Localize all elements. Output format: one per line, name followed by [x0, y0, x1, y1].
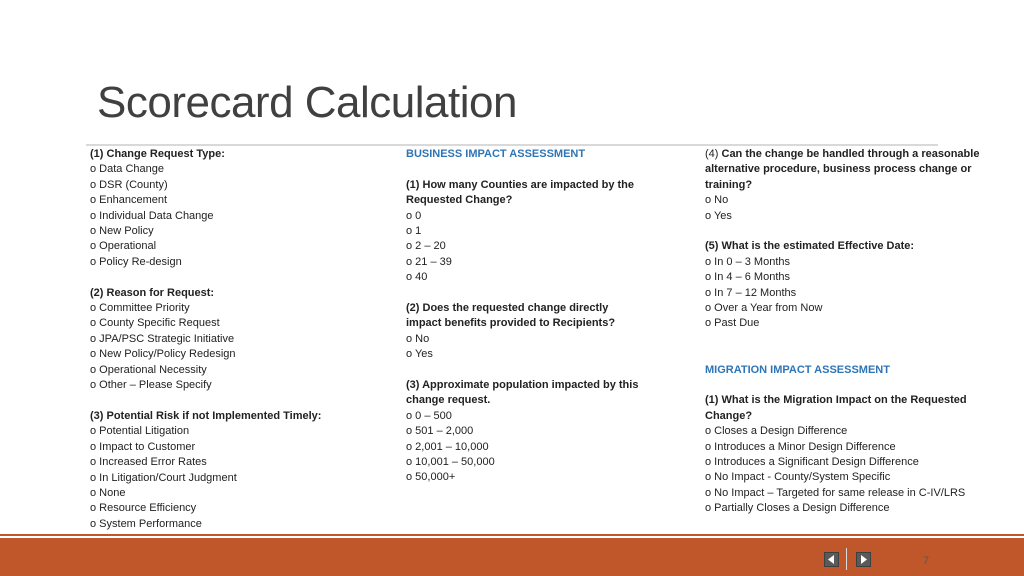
list-item: o Resource Efficiency — [90, 502, 197, 515]
list-item: o Enhancement — [90, 194, 168, 207]
list-item: o 2 – 20 — [406, 240, 446, 253]
counties-impacted-heading: (1) How many Counties are impacted by the Requested Change? — [406, 178, 634, 207]
migration-impact-heading: (1) What is the Migration Impact on the Requested Change? — [705, 394, 967, 422]
previous-slide-button[interactable] — [824, 552, 839, 567]
list-item: o Individual Data Change — [90, 209, 214, 222]
business-impact-title: BUSINESS IMPACT ASSESSMENT — [406, 148, 586, 160]
list-item: o 21 – 39 — [406, 255, 452, 268]
spacer — [705, 332, 990, 363]
triangle-left-icon — [825, 553, 838, 566]
list-item: o 10,001 – 50,000 — [406, 456, 495, 469]
effective-date-heading: (5) What is the estimated Effective Date: — [705, 240, 915, 253]
spacer — [406, 363, 646, 378]
alternative-procedure-heading — [705, 147, 990, 193]
list-item: o Policy Re-design — [90, 255, 182, 268]
list-item: o No — [406, 332, 430, 345]
list-item: o No Impact - County/System Specific — [705, 471, 891, 484]
list-item: o Committee Priority — [90, 302, 190, 315]
list-item: o Introduces a Minor Design Difference — [705, 440, 896, 453]
list-item: o Yes — [705, 209, 732, 222]
migration-impact-title: MIGRATION IMPACT ASSESSMENT — [705, 363, 890, 376]
list-item: o DSR (County) — [90, 178, 168, 191]
recipient-benefits-heading: (2) Does the requested change directly impact benefits provided to Recipients? — [406, 302, 616, 330]
triangle-right-icon — [857, 553, 870, 566]
potential-risk-heading: (3) Potential Risk if not Implemented Timely: — [90, 409, 322, 422]
list-item: o Operational — [90, 240, 157, 253]
change-request-type-heading: (1) Change Request Type: — [90, 148, 225, 160]
list-item: o In Litigation/Court Judgment — [90, 471, 237, 484]
next-slide-button[interactable] — [856, 552, 871, 567]
page-title: Scorecard Calculation — [97, 78, 517, 127]
list-item: o Past Due — [705, 317, 760, 330]
list-item: o In 0 – 3 Months — [705, 255, 790, 268]
list-item: o System Performance — [90, 517, 202, 530]
list-item: o In 7 – 12 Months — [705, 286, 797, 299]
footer-accent-line — [0, 534, 1024, 536]
list-item: o No — [705, 194, 729, 207]
list-item: o Increased Error Rates — [90, 456, 207, 469]
list-item: o 50,000+ — [406, 471, 456, 484]
list-item: o No Impact – Targeted for same release in C-IV/LRS — [705, 486, 966, 499]
list-item: o 0 – 500 — [406, 409, 452, 422]
spacer — [406, 286, 646, 301]
list-item: o 40 — [406, 271, 428, 284]
title-divider — [86, 144, 938, 146]
list-item: o Impact to Customer — [90, 440, 196, 453]
list-item: o In 4 – 6 Months — [705, 271, 790, 284]
business-impact-column — [406, 147, 646, 486]
list-item: o 0 — [406, 209, 422, 222]
list-item: o None — [90, 486, 126, 499]
list-item: o Yes — [406, 348, 433, 361]
list-item: o Introduces a Significant Design Difference — [705, 456, 919, 469]
list-item: o Operational Necessity — [90, 363, 207, 376]
list-item: o 501 – 2,000 — [406, 425, 474, 438]
list-item: o 1 — [406, 225, 422, 238]
spacer — [90, 270, 390, 285]
list-item: o 2,001 – 10,000 — [406, 440, 489, 453]
list-item: o Potential Litigation — [90, 425, 190, 438]
spacer — [406, 162, 646, 177]
list-item: o New Policy — [90, 225, 154, 238]
list-item: o New Policy/Policy Redesign — [90, 348, 236, 361]
list-item: o Closes a Design Difference — [705, 425, 848, 438]
list-item: o JPA/PSC Strategic Initiative — [90, 332, 235, 345]
spacer — [90, 393, 390, 408]
question-number: (4) — [705, 148, 722, 160]
change-request-column — [90, 147, 390, 532]
page-number: 7 — [923, 555, 930, 567]
alternative-and-migration-column — [705, 147, 990, 517]
reason-for-request-heading: (2) Reason for Request: — [90, 286, 215, 299]
question-text: Can the change be handled through a reasonable alternative procedure, business process change or training? — [705, 148, 980, 191]
list-item: o Other – Please Specify — [90, 379, 212, 392]
population-impacted-heading: (3) Approximate population impacted by this change request. — [406, 379, 639, 407]
list-item: o County Specific Request — [90, 317, 220, 330]
list-item: o Data Change — [90, 163, 164, 176]
list-item: o Partially Closes a Design Difference — [705, 502, 890, 515]
spacer — [705, 224, 990, 239]
spacer — [705, 378, 990, 393]
list-item: o Over a Year from Now — [705, 302, 823, 315]
nav-divider — [846, 548, 847, 570]
